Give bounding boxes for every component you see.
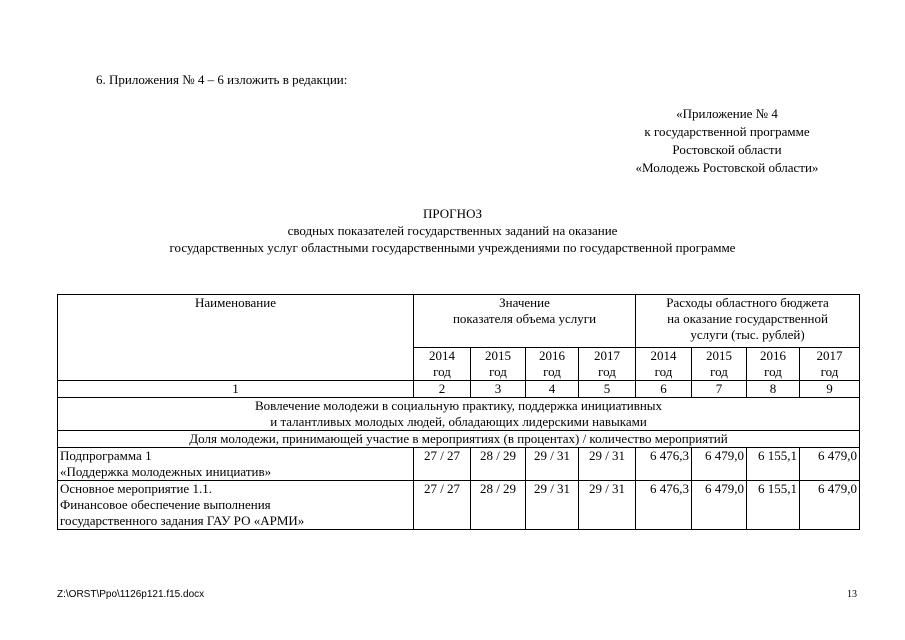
column-number: 5	[579, 381, 636, 398]
page-number: 13	[847, 589, 857, 600]
footer-file-path: Z:\ORST\Ppo\1126p121.f15.docx	[57, 589, 205, 600]
row-name: Подпрограмма 1 «Поддержка молодежных инициатив»	[58, 448, 414, 481]
appendix-line: Ростовской области	[672, 142, 782, 157]
header-budget: Расходы областного бюджета на оказание государственной услуги (тыс. рублей)	[636, 295, 860, 348]
year-cell: 2017 год	[800, 348, 860, 381]
forecast-table	[57, 294, 860, 530]
heading-title: ПРОГНОЗ	[423, 206, 482, 221]
year-cell: 2017 год	[579, 348, 636, 381]
indicator-row	[58, 431, 860, 448]
appendix-line: «Приложение № 4	[676, 106, 778, 121]
value-cell: 29 / 31	[579, 481, 636, 530]
table-row	[58, 481, 860, 530]
appendix-line: «Молодежь Ростовской области»	[635, 160, 819, 175]
budget-cell: 6 476,3	[636, 448, 692, 481]
year-cell: 2014 год	[414, 348, 471, 381]
row-name: Основное мероприятие 1.1. Финансовое обеспечение выполнения государственного задания ГАУ РО «АРМИ»	[58, 481, 414, 530]
budget-cell: 6 479,0	[692, 481, 747, 530]
value-cell: 29 / 31	[526, 481, 579, 530]
budget-cell: 6 155,1	[747, 481, 800, 530]
value-cell: 29 / 31	[526, 448, 579, 481]
column-number: 3	[471, 381, 526, 398]
header-value: Значение показателя объема услуги	[414, 295, 636, 348]
column-number: 4	[526, 381, 579, 398]
value-cell: 27 / 27	[414, 481, 471, 530]
value-cell: 29 / 31	[579, 448, 636, 481]
year-cell: 2015 год	[471, 348, 526, 381]
heading-subtitle: сводных показателей государственных заданий на оказание	[287, 223, 618, 238]
column-number: 1	[58, 381, 414, 398]
header-name: Наименование	[58, 295, 414, 381]
year-cell: 2016 год	[747, 348, 800, 381]
intro-paragraph: 6. Приложения № 4 – 6 изложить в редакции:	[96, 72, 348, 87]
section-row	[58, 398, 860, 431]
appendix-line: к государственной программе	[644, 124, 810, 139]
column-number: 2	[414, 381, 471, 398]
budget-cell: 6 476,3	[636, 481, 692, 530]
indicator-title: Доля молодежи, принимающей участие в мероприятиях (в процентах) / количество мероприятий	[58, 431, 860, 448]
appendix-block	[597, 105, 857, 177]
budget-cell: 6 479,0	[692, 448, 747, 481]
heading-subtitle: государственных услуг областными государственными учреждениями по государственной программе	[169, 240, 736, 255]
value-cell: 28 / 29	[471, 448, 526, 481]
budget-cell: 6 479,0	[800, 481, 860, 530]
column-number-row	[58, 381, 860, 398]
year-cell: 2015 год	[692, 348, 747, 381]
column-number: 6	[636, 381, 692, 398]
column-number: 8	[747, 381, 800, 398]
document-heading	[0, 205, 905, 256]
budget-cell: 6 479,0	[800, 448, 860, 481]
budget-cell: 6 155,1	[747, 448, 800, 481]
table-row	[58, 448, 860, 481]
section-title: Вовлечение молодежи в социальную практику, поддержка инициативных и талантливых молодых людей, обладающих лидерскими навыками	[58, 398, 860, 431]
column-number: 9	[800, 381, 860, 398]
column-number: 7	[692, 381, 747, 398]
value-cell: 28 / 29	[471, 481, 526, 530]
year-cell: 2014 год	[636, 348, 692, 381]
value-cell: 27 / 27	[414, 448, 471, 481]
year-cell: 2016 год	[526, 348, 579, 381]
